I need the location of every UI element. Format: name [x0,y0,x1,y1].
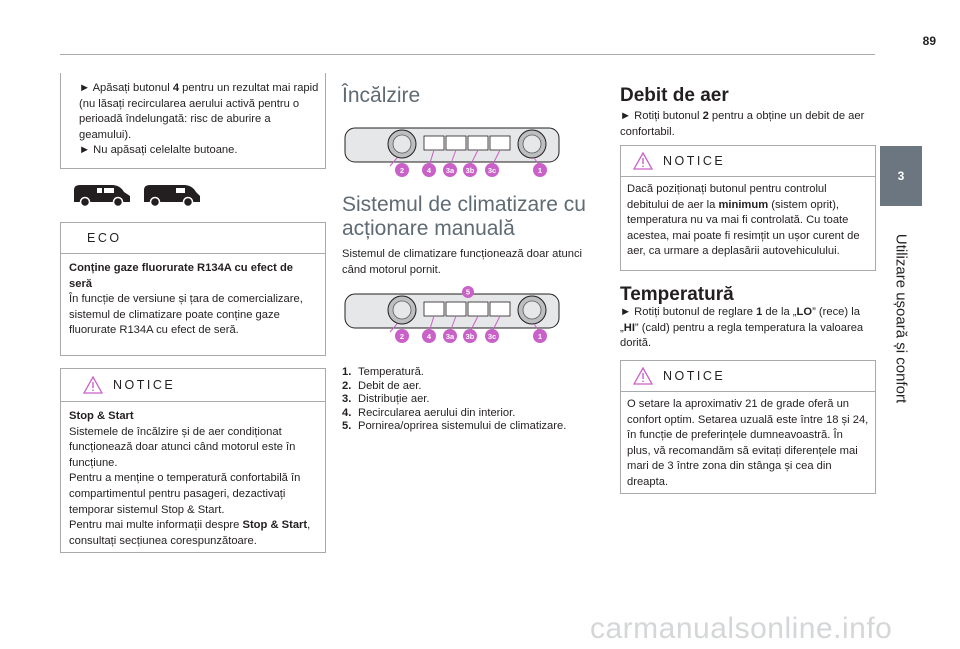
watermark: carmanualsonline.info [590,612,893,645]
panel2-label-5: 5 [465,287,471,297]
eco-box [60,222,326,356]
list-item: 5. Pornirea/oprirea sistemului de climatizare. [342,420,567,433]
top-note-line2: ► Nu apăsați celelalte butoane. [79,144,238,157]
panel2-label-3b: 3b [465,331,475,341]
heading-climatizare: Sistemul de climatizare cu acționare manuală [342,193,586,240]
warning-icon [633,367,653,385]
list-item: 2. Debit de aer. [342,379,422,392]
panel1-label-2: 2 [399,165,405,175]
notice-text1: Sistemele de încălzire și de aer condiționat funcționează doar atunci când motorul este în funcțiune. [69,425,296,469]
notice-bold-title: Stop & Start [69,410,134,422]
page-number: 89 [922,34,936,48]
header-rule [60,54,875,55]
top-note-b: 4 [172,82,180,94]
notice-text3c: , consultați secțiunea corespunzătoare. [69,519,311,547]
top-note-a: ► Apăsați butonul [79,82,173,94]
panel2-label-2: 2 [399,331,405,341]
top-note-c: pentru un rezultat mai rapid (nu lăsați recircularea aerului activă pentru o perioadă îndelungată: risc de aburire a geamului). [79,82,319,141]
notice-box-airflow: NOTICE Dacă poziționați butonul pentru controlul debitului de aer la minimum (sistem oprit), temperatura nu va mai fi controlată. Cu toate acestea, mai poate fi resimțit un ușor curent de aer, ca urmare a deplasării autovehiculului. [620,145,876,271]
van-short-icon [74,185,130,207]
notice-title: NOTICE [113,378,176,392]
list-item: 1. Temperatură. [342,366,424,378]
eco-bold: Conține gaze fluorurate R134A cu efect de seră [69,262,294,290]
eco-title: ECO [87,231,122,245]
panel2-label-3c: 3c [487,331,497,341]
notice-text3a: Pentru mai multe informații despre [69,519,243,532]
warning-icon [633,152,653,170]
chapter-title: Utilizare ușoară și confort [892,233,910,404]
eco-text: În funcție de versiune și țara de comercializare, sistemul de climatizare poate conține gaze fluorurate R134A cu efect de seră. [69,293,303,337]
notice-title: NOTICE [663,154,726,168]
temperatura-paragraph: ► Rotiți butonul de reglare 1 de la „LO” (rece) la „HI” (cald) pentru a regla temperatura la valoarea dorită. [620,306,864,350]
panel1-label-1: 1 [537,165,543,175]
notice-box-temperature [620,360,876,494]
heading-incalzire: Încălzire [342,84,421,107]
panel1-label-4: 4 [426,165,432,175]
van-long-icon [144,185,200,207]
notice-box-stopstart [60,368,326,553]
notice-temperature-text: O setare la aproximativ 21 de grade oferă un confort optim. Setarea uzuală este între 18 și 24, în funcție de preferințele dumneavoastră. În plus, vă recomandăm să evitați diferențele mai mari de 3 între zona din stânga și cea din dreapta. [627,398,869,488]
panel2-label-3a: 3a [445,331,455,341]
top-note-box [60,73,326,169]
van-icons [72,182,202,208]
chapter-tab[interactable]: 3 [880,146,922,206]
heading-temperatura: Temperatură [620,284,734,305]
notice-text3b: Stop & Start [242,519,308,532]
list-item: 3. Distribuție aer. [342,393,430,406]
notice-text2: Pentru a menține o temperatură confortabilă în compartimentul pentru pasageri, dezactivați temporar sistemul Stop & Start. [69,472,301,516]
panel1-label-3c: 3c [487,165,497,175]
legend-list [342,366,602,434]
debit-paragraph: ► Rotiți butonul 2 pentru a obține un debit de aer confortabil. [620,110,865,138]
control-panel-ac [342,286,562,344]
panel1-label-3a: 3a [445,165,455,175]
list-item: 4. Recircularea aerului din interior. [342,406,516,419]
control-panel-heating [342,122,562,178]
climatizare-intro: Sistemul de climatizare funcționează doar atunci când motorul pornit. [342,248,583,276]
notice-title: NOTICE [663,369,726,383]
panel1-label-3b: 3b [465,165,475,175]
heading-debit-de-aer: Debit de aer [620,85,729,106]
panel2-label-1: 1 [537,331,543,341]
warning-icon [83,376,103,394]
panel2-label-4: 4 [426,331,432,341]
